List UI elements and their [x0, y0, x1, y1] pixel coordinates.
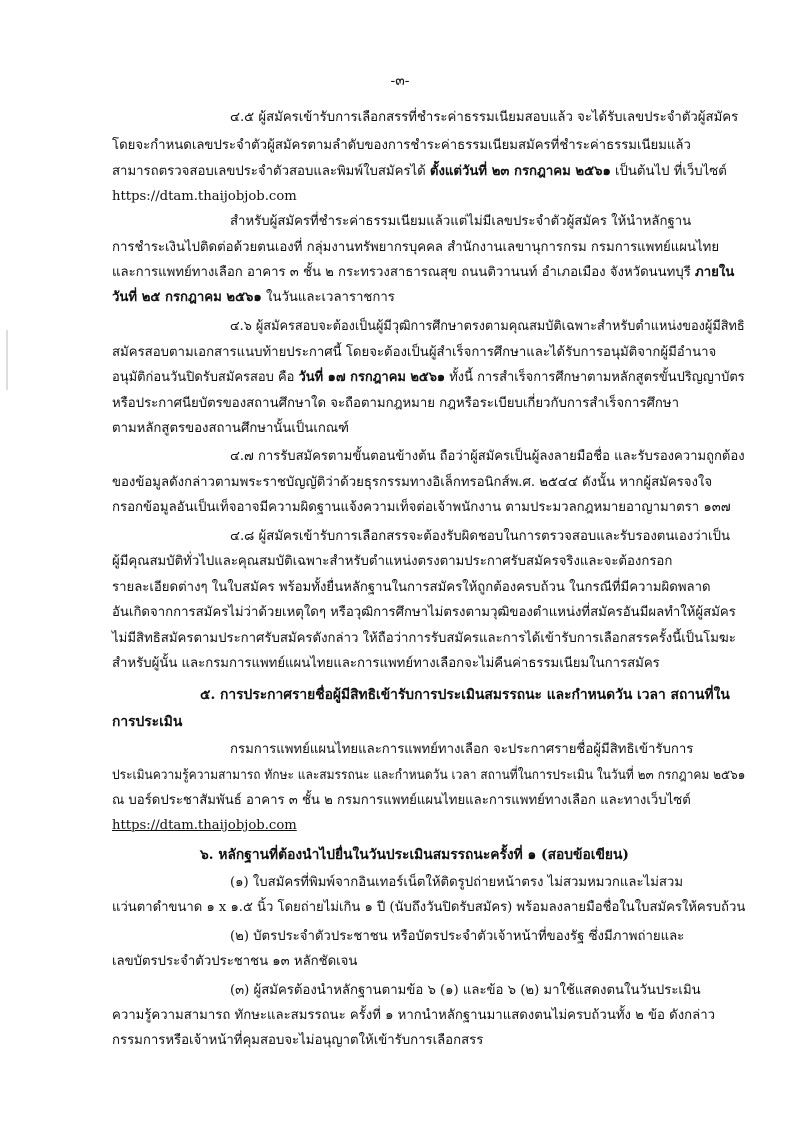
s46-line-4: หรือประกาศนียบัตรของสถานศึกษาใด จะถือตามกฎหมาย กฎหรือระเบียบเกี่ยวกับการสำเร็จการศึกษา [112, 396, 679, 411]
s46-line-3: อนุมัติก่อนวันปิดรับสมัครสอบ คือ วันที่ ๑๗ กรกฎาคม ๒๕๖๑ ทั้งนี้ การสำเร็จการศึกษาตามหลักสูตรขั้นปริญญาบัตร [112, 370, 745, 385]
s46-line-5: ตามหลักสูตรของสถานศึกษานั้นเป็นเกณฑ์ [112, 421, 349, 436]
s6-item-1-line-2: แว่นตาดำขนาด ๑ x ๑.๕ นิ้ว โดยถ่ายไม่เกิน ๑ ปี (นับถึงวันปิดรับสมัคร) พร้อมลงลายมือชื่อในใบสมัครให้ครบถ้วน [112, 900, 746, 915]
s5-line-1: กรมการแพทย์แผนไทยและการแพทย์ทางเลือก จะประกาศรายชื่อผู้มีสิทธิเข้ารับการ [230, 742, 694, 757]
s47-line-1: ๔.๗ การรับสมัครตามขั้นตอนข้างต้น ถือว่าผู้สมัครเป็นผู้ลงลายมือชื่อ และรับรองความถูกต้อง [230, 449, 745, 464]
s6-item-3-line-3: กรรมการหรือเจ้าหน้าที่คุมสอบจะไม่อนุญาตให้เข้ารับการเลือกสรร [112, 1033, 484, 1048]
s46-line-1: ๔.๖ ผู้สมัครสอบจะต้องเป็นผู้มีวุฒิการศึกษาตรงตามคุณสมบัติเฉพาะสำหรับตำแหน่งของผู้มีสิทธิ [230, 319, 745, 334]
s47-line-2: ของข้อมูลดังกล่าวตามพระราชบัญญัติว่าด้วยธุรกรรมทางอิเล็กทรอนิกส์พ.ศ. ๒๕๔๔ ดังนั้น หากผู้สมัครจงใจ [112, 475, 713, 490]
s6-heading: ๖. หลักฐานที่ต้องนำไปยื่นในวันประเมินสมรรถนะครั้งที่ ๑ (สอบข้อเขียน) [200, 847, 629, 863]
s45-line-6: การชำระเงินไปติดต่อด้วยตนเองที่ กลุ่มงานทรัพยากรบุคคล สำนักงานเลขานุการกรม กรมการแพทย์แผนไทย [112, 240, 720, 255]
s48-line-3: รายละเอียดต่างๆ ในใบสมัคร พร้อมทั้งยื่นหลักฐานในการสมัครให้ถูกต้องครบถ้วน ในกรณีที่มีความผิดพลาด [112, 580, 711, 595]
s45-line-2: โดยจะกำหนดเลขประจำตัวผู้สมัครตามลำดับของการชำระค่าธรรมเนียมสมัครที่ชำระค่าธรรมเนียมแล้ว [112, 138, 691, 153]
s45-line-7: และการแพทย์ทางเลือก อาคาร ๓ ชั้น ๒ กระทรวงสาธารณสุข ถนนติวานนท์ อำเภอเมือง จังหวัดนนทบุรี ภายใน [112, 265, 735, 280]
s48-line-6: สำหรับผู้นั้น และกรมการแพทย์แผนไทยและการแพทย์ทางเลือกจะไม่คืนค่าธรรมเนียมในการสมัคร [112, 656, 660, 671]
s45-line-8: วันที่ ๒๕ กรกฎาคม ๒๕๖๑ ในวันและเวลาราชการ [112, 290, 395, 305]
s6-item-3-line-2: ความรู้ความสามารถ ทักษะและสมรรถนะ ครั้งที่ ๑ หากนำหลักฐานมาแสดงตนไม่ครบถ้วนทั้ง ๒ ข้อ ดังกล่าว [112, 1008, 716, 1023]
s47-line-3: กรอกข้อมูลอันเป็นเท็จอาจมีความผิดฐานแจ้งความเท็จต่อเจ้าพนักงาน ตามประมวลกฎหมายอาญามาตรา ๑๓๗ [112, 500, 731, 515]
s48-line-5: ไม่มีสิทธิสมัครตามประกาศรับสมัครดังกล่าว ให้ถือว่าการรับสมัครและการได้เข้ารับการเลือกสรรครั้งนี้เป็นโมฆะ [112, 631, 736, 646]
s45-line-3: สามารถตรวจสอบเลขประจำตัวสอบและพิมพ์ใบสมัครได้ ตั้งแต่วันที่ ๒๓ กรกฎาคม ๒๕๖๑ เป็นต้นไป ที่เว็บไซต์ [112, 164, 727, 179]
s48-line-1: ๔.๘ ผู้สมัครเข้ารับการเลือกสรรจะต้องรับผิดชอบในการตรวจสอบและรับรองตนเองว่าเป็น [230, 529, 730, 544]
s48-line-4: อันเกิดจากการสมัครไม่ว่าด้วยเหตุใดๆ หรือวุฒิการศึกษาไม่ตรงตามวุฒิของตำแหน่งที่สมัครอันมีผลทำให้ผู้สมัคร [112, 605, 736, 620]
s5-line-3: ณ บอร์ดประชาสัมพันธ์ อาคาร ๓ ชั้น ๒ กรมการแพทย์แผนไทยและการแพทย์ทางเลือก และทางเว็บไซต์ [112, 793, 691, 808]
s6-item-1-line-1: (๑) ใบสมัครที่พิมพ์จากอินเทอร์เน็ตให้ติดรูปถ่ายหน้าตรง ไม่สวมหมวกและไม่สวม [230, 875, 684, 890]
scan-margin-mark [6, 330, 8, 390]
s6-item-2-line-1: (๒) บัตรประจำตัวประชาชน หรือบัตรประจำตัวเจ้าหน้าที่ของรัฐ ซึ่งมีภาพถ่ายและ [230, 929, 685, 944]
s45-website-link[interactable]: https://dtam.thaijobjob.com [112, 189, 297, 204]
s48-line-2: ผู้มีคุณสมบัติทั่วไปและคุณสมบัติเฉพาะสำหรับตำแหน่งตรงตามประกาศรับสมัครจริงและจะต้องกรอก [112, 554, 673, 569]
s45-line-1: ๔.๕ ผู้สมัครเข้ารับการเลือกสรรที่ชำระค่าธรรมเนียมสอบแล้ว จะได้รับเลขประจำตัวผู้สมัคร [230, 110, 739, 125]
s6-item-2-line-2: เลขบัตรประจำตัวประชาชน ๑๓ หลักชัดเจน [112, 954, 358, 969]
s6-item-3-line-1: (๓) ผู้สมัครต้องนำหลักฐานตามข้อ ๖ (๑) และข้อ ๖ (๒) มาใช้แสดงตนในวันประเมิน [230, 983, 701, 998]
page-number: -๓- [390, 73, 410, 89]
s5-website-link[interactable]: https://dtam.thaijobjob.com [112, 818, 297, 833]
s5-heading-line-2: การประเมิน [112, 714, 183, 730]
s45-line-5: สำหรับผู้สมัครที่ชำระค่าธรรมเนียมแล้วแต่ไม่มีเลขประจำตัวผู้สมัคร ให้นำหลักฐาน [230, 214, 692, 229]
s5-line-2: ประเมินความรู้ความสามารถ ทักษะ และสมรรถนะ และกำหนดวัน เวลา สถานที่ในการประเมิน ในวันที่ ๒๓ กรกฎาคม ๒๕๖๑ [112, 768, 746, 783]
s46-line-2: สมัครสอบตามเอกสารแนบท้ายประกาศนี้ โดยจะต้องเป็นผู้สำเร็จการศึกษาและได้รับการอนุมัติจากผู้มีอำนาจ [112, 345, 717, 360]
s5-heading-line-1: ๕. การประกาศรายชื่อผู้มีสิทธิเข้ารับการประเมินสมรรถนะ และกำหนดวัน เวลา สถานที่ใน [200, 687, 730, 703]
